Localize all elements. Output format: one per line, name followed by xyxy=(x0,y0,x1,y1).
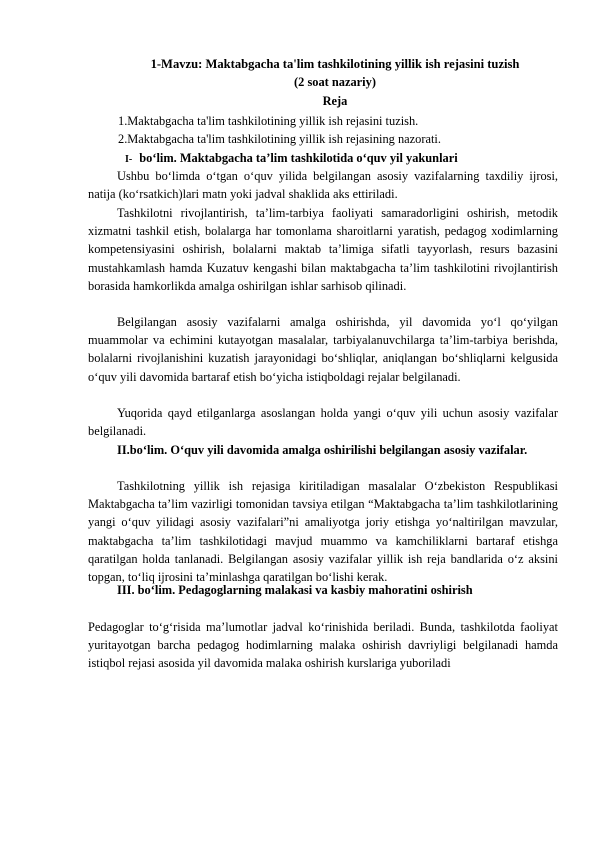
plan-item-2: 2.Maktabgacha ta'lim tashkilotining yillik ish rejasining nazorati. xyxy=(118,132,441,146)
section1-paragraph-1: Ushbu bo‘limda o‘tgan o‘quv yilida belgilangan asosiy vazifalarning taxdiliy ijrosi, natija (ko‘rsatkich)lari matn yoki jadval shaklida aks ettiriladi. xyxy=(88,169,558,202)
section1-heading-text: bo‘lim. Maktabgacha ta’lim tashkilotida o‘quv yil yakunlari xyxy=(139,151,458,165)
document-title: 1-Mavzu: Maktabgacha ta'lim tashkilotining yillik ish rejasini tuzish xyxy=(150,57,520,71)
section1-paragraph-4: Yuqorida qayd etilganlarga asoslangan holda yangi o‘quv yili uchun asosiy vazifalar belgilanadi. xyxy=(88,406,558,439)
document-subtitle: (2 soat nazariy) xyxy=(294,75,376,89)
section2-paragraph-1: Tashkilotning yillik ish rejasiga kiritiladigan masalalar O‘zbekiston Respublikasi Maktabgacha ta’lim vazirligi tomonidan tavsiya etilgan “Maktabgacha ta’lim tashkilotlarining yangi o‘quv yilidagi asosiy vazifalari”ni amaliyotga joriy etishga yo‘naltirilgan mavzular, maktabgacha ta’lim tashkilotidagi mavjud muammo va kamchiliklarni bartaraf etishga qaratilgan holda tanlanadi. Belgilangan asosiy vazifalar yillik ish reja bandlarida o‘z aksini topgan, to‘liq ijrosini ta’minlashga qaratilgan bo‘lishi kerak. xyxy=(88,479,558,585)
plan-item-1: 1.Maktabgacha ta'lim tashkilotining yillik ish rejasini tuzish. xyxy=(118,114,419,128)
section1-number: I- xyxy=(125,154,133,165)
section3-heading: III. bo‘lim. Pedagoglarning malakasi va kasbiy mahoratini oshirish xyxy=(117,583,473,597)
section2-heading: II.bo‘lim. O‘quv yili davomida amalga oshirilishi belgilangan asosiy vazifalar. xyxy=(117,443,528,457)
section1-paragraph-3: Belgilangan asosiy vazifalarni amalga oshirishda, yil davomida yo‘l qo‘yilgan muammolar va echimini kutayotgan masalalar, tarbiyalanuvchilarga ta’lim-tarbiya berishda, bolalarni rivojlanishini kuzatish jarayonidagi bo‘shliqlar, aniqlangan bo‘shliqlarni kelgusida o‘quv yili davomida bartaraf etish bo‘yicha istiqboldagi rejalar belgilanadi. xyxy=(88,315,558,384)
section1-paragraph-2: Tashkilotni rivojlantirish, ta’lim-tarbiya faoliyati samaradorligini oshirish, metodik xizmatni tashkil etish, bolalarga har tomonlama sharoitlarni yaratish, pedagog xodimlarning kompetensiyasini oshirish, bolalarni maktab ta’limiga sifatli tayyorlash, resurs bazasini mustahkamlash hamda Kuzatuv kengashi bilan maktabgacha ta’lim tashkilotini rivojlantirish borasida hamkorlikda amalga oshirilgan ishlar sarhisob qilinadi. xyxy=(88,206,558,293)
plan-heading: Reja xyxy=(322,94,348,108)
section3-paragraph-1: Pedagoglar to‘g‘risida ma’lumotlar jadval ko‘rinishida beriladi. Bunda, tashkilotda faoliyat yuritayotgan barcha pedagog hodimlarning malaka oshirish davriyligi belgilanadi hamda istiqbol rejasi asosida yil davomida malaka oshirish kurslariga yuboriladi xyxy=(88,620,558,671)
